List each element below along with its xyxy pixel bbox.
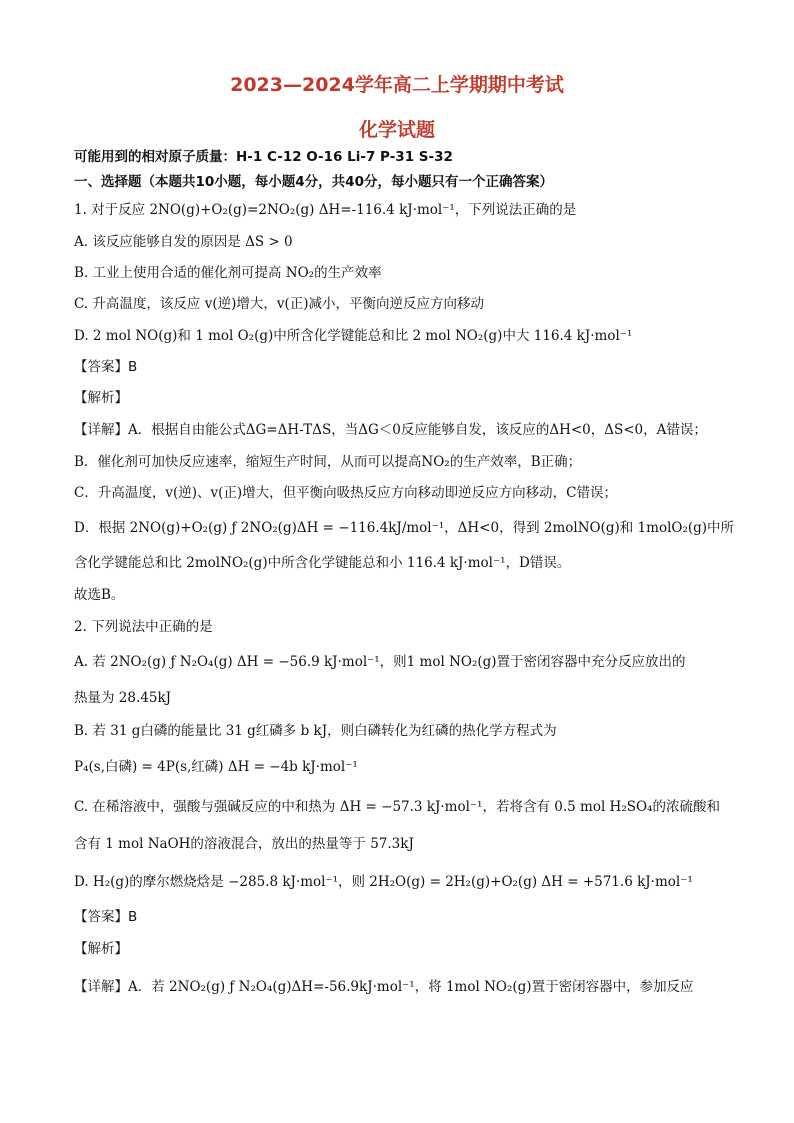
q1-option-c: C. 升高温度，该反应 v(逆)增大，v(正)减小，平衡向逆反应方向移动 <box>74 296 485 312</box>
q1-detail-d2: 含化学键能总和比 2molNO₂(g)中所含化学键能总和小 116.4 kJ·mol⁻¹，D错误。 <box>74 555 571 571</box>
exam-title: 2023—2024学年高二上学期期中考试 <box>230 74 564 96</box>
atomic-masses: 可能用到的相对原子质量：H-1 C-12 O-16 Li-7 P-31 S-32 <box>74 149 453 165</box>
q2-option-d: D. H₂(g)的摩尔燃烧焓是 −285.8 kJ·mol⁻¹，则 2H₂O(g) = 2H₂(g)+O₂(g) ΔH = +571.6 kJ·mol⁻¹ <box>74 874 693 890</box>
q2-option-a-line2: 热量为 28.45kJ <box>74 690 172 706</box>
q2-option-a-line1: A. 若 2NO₂(g) ƒ N₂O₄(g) ΔH = −56.9 kJ·mol⁻¹，则1 mol NO₂(g)置于密闭容器中充分反应放出的 <box>74 654 686 670</box>
q1-analysis-label: 【解析】 <box>74 390 128 406</box>
q1-stem: 1. 对于反应 2NO(g)+O₂(g)=2NO₂(g) ΔH=-116.4 kJ·mol⁻¹，下列说法正确的是 <box>74 202 577 218</box>
q1-detail-c: C．升高温度，v(逆)、v(正)增大，但平衡向吸热反应方向移动即逆反应方向移动，C错误； <box>74 485 617 501</box>
q1-detail-a: 【详解】A．根据自由能公式ΔG=ΔH-TΔS，当ΔG＜0反应能够自发，该反应的ΔH<0，ΔS<0，A错误； <box>74 422 707 438</box>
q2-option-b-line1: B. 若 31 g白磷的能量比 31 g红磷多 b kJ，则白磷转化为红磷的热化学方程式为 <box>74 723 557 739</box>
q1-detail-d1: D．根据 2NO(g)+O₂(g) ƒ 2NO₂(g)ΔH = −116.4kJ/mol⁻¹，ΔH<0，得到 2molNO(g)和 1molO₂(g)中所 <box>74 520 735 536</box>
q1-detail-b: B．催化剂可加快反应速率，缩短生产时间，从而可以提高NO₂的生产效率，B正确； <box>74 454 582 470</box>
q2-answer: 【答案】B <box>74 909 138 925</box>
q1-option-a: A. 该反应能够自发的原因是 ΔS > 0 <box>74 234 293 250</box>
section-title: 一、选择题（本题共10小题，每小题4分，共40分，每小题只有一个正确答案） <box>74 174 553 190</box>
q2-option-c-line1: C. 在稀溶液中，强酸与强碱反应的中和热为 ΔH = −57.3 kJ·mol⁻¹，若将含有 0.5 mol H₂SO₄的浓硫酸和 <box>74 799 720 815</box>
q2-option-b-line2: P₄(s,白磷) = 4P(s,红磷) ΔH = −4b kJ·mol⁻¹ <box>74 759 358 775</box>
q1-option-b: B. 工业上使用合适的催化剂可提高 NO₂的生产效率 <box>74 265 382 281</box>
q1-answer: 【答案】B <box>74 359 138 375</box>
q2-option-c-line2: 含有 1 mol NaOH的溶液混合，放出的热量等于 57.3kJ <box>74 836 414 852</box>
q2-stem: 2. 下列说法中正确的是 <box>74 619 213 635</box>
exam-subtitle: 化学试题 <box>358 119 435 141</box>
q1-option-d: D. 2 mol NO(g)和 1 mol O₂(g)中所含化学键能总和比 2 mol NO₂(g)中大 116.4 kJ·mol⁻¹ <box>74 328 633 344</box>
q2-analysis-label: 【解析】 <box>74 941 128 957</box>
q1-conclusion: 故选B。 <box>74 587 125 603</box>
q2-detail-a: 【详解】A．若 2NO₂(g) ƒ N₂O₄(g)ΔH=-56.9kJ·mol⁻¹，将 1mol NO₂(g)置于密闭容器中，参加反应 <box>74 979 694 995</box>
